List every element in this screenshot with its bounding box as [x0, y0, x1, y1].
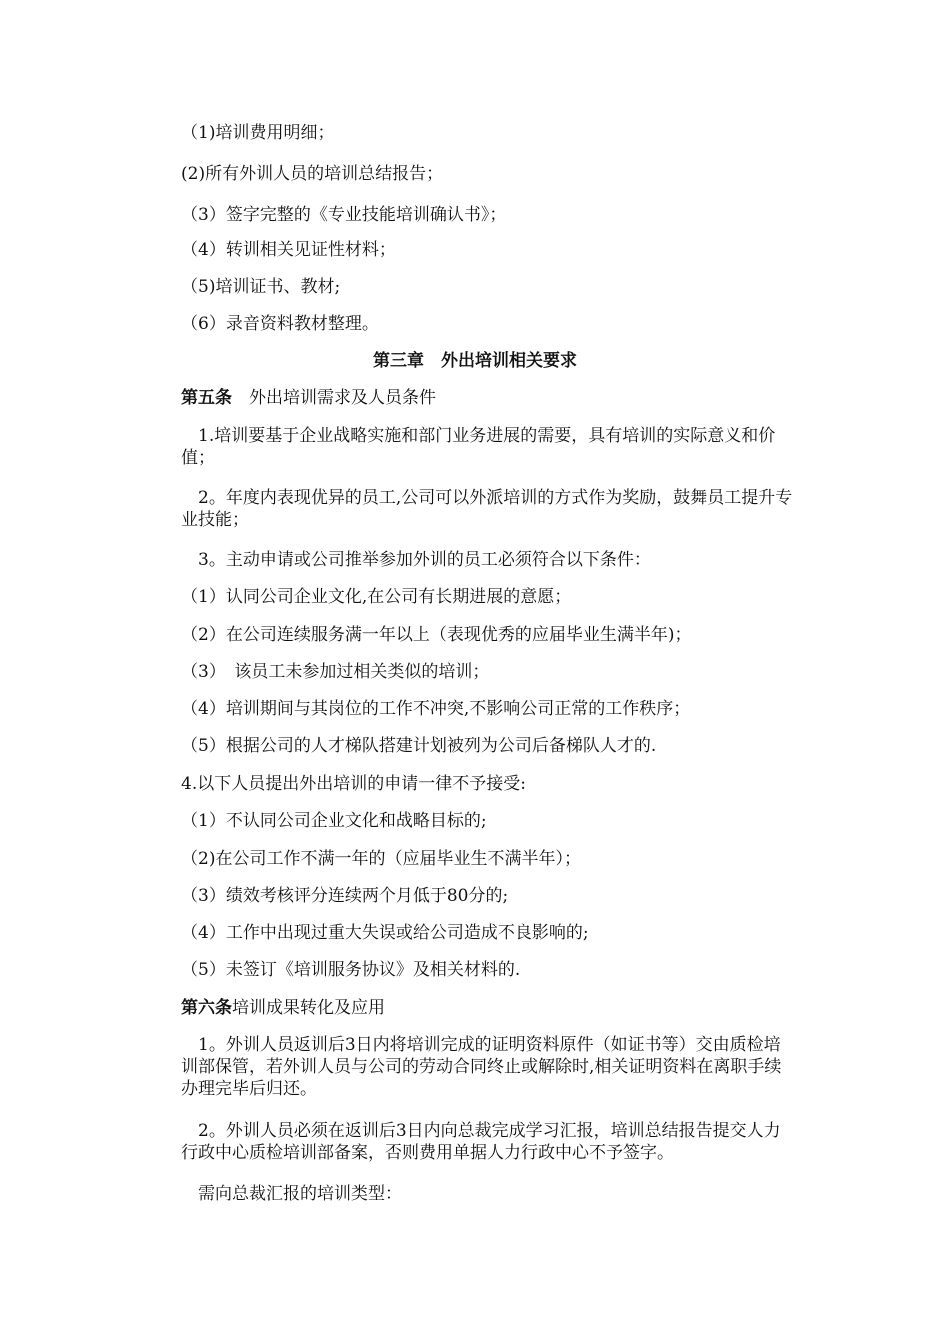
- article-title: 培训成果转化及应用: [232, 998, 385, 1018]
- article-title: 外出培训需求及人员条件: [232, 388, 436, 408]
- list-item: （2)在公司工作不满一年的（应届毕业生不满半年）；: [181, 849, 581, 869]
- chapter-title: 第三章 外出培训相关要求: [373, 351, 577, 371]
- list-item: （4）转训相关见证性材料；: [181, 240, 396, 260]
- list-item: （5）根据公司的人才梯队搭建计划被列为公司后备梯队人才的.: [181, 736, 657, 756]
- list-item: （1）不认同公司企业文化和战略目标的;: [181, 811, 487, 831]
- paragraph: 需向总裁汇报的培训类型：: [198, 1184, 402, 1204]
- list-item: （3）绩效考核评分连续两个月低于80分的;: [181, 886, 509, 906]
- paragraph: 1。外训人员返训后3日内将培训完成的证明资料原件（如证书等）交由质检培训部保管，若外训人员与公司的劳动合同终止或解除时,相关证明资料在离职手续办理完毕后归还。: [181, 1035, 782, 1099]
- paragraph: 4.以下人员提出外出培训的申请一律不予接受:: [181, 774, 526, 794]
- list-item: （3） 该员工未参加过相关类似的培训；: [181, 662, 490, 682]
- list-item: （1）认同公司企业文化,在公司有长期进展的意愿；: [181, 587, 572, 607]
- article-heading: [181, 997, 385, 1019]
- article-label: 第五条: [181, 388, 232, 408]
- list-item: （5)培训证书、教材;: [181, 277, 341, 297]
- list-item: （2）在公司连续服务满一年以上（表现优秀的应届毕业生满半年)；: [181, 625, 692, 645]
- paragraph: 2。年度内表现优异的员工,公司可以外派培训的方式作为奖励，鼓舞员工提升专业技能；: [181, 488, 793, 530]
- paragraph: 2。外训人员必须在返训后3日内向总裁完成学习汇报，培训总结报告提交人力行政中心质检培训部备案，否则费用单据人力行政中心不予签字。: [181, 1121, 781, 1163]
- list-item: （5）未签订《培训服务协议》及相关材料的.: [181, 960, 521, 980]
- list-item: (2)所有外训人员的培训总结报告；: [181, 164, 444, 184]
- list-item: （4）工作中出现过重大失误或给公司造成不良影响的;: [181, 923, 589, 943]
- article-heading: [181, 387, 436, 409]
- paragraph: 3。主动申请或公司推举参加外训的员工必须符合以下条件：: [198, 550, 651, 570]
- list-item: （1)培训费用明细；: [181, 123, 335, 143]
- list-item: （3）签字完整的《专业技能培训确认书》；: [181, 205, 507, 225]
- article-label: 第六条: [181, 998, 232, 1018]
- list-item: （4）培训期间与其岗位的工作不冲突,不影响公司正常的工作秩序；: [181, 699, 691, 719]
- list-item: （6）录音资料教材整理。: [181, 314, 379, 334]
- paragraph: 1.培训要基于企业战略实施和部门业务进展的需要，具有培训的实际意义和价值；: [181, 426, 776, 468]
